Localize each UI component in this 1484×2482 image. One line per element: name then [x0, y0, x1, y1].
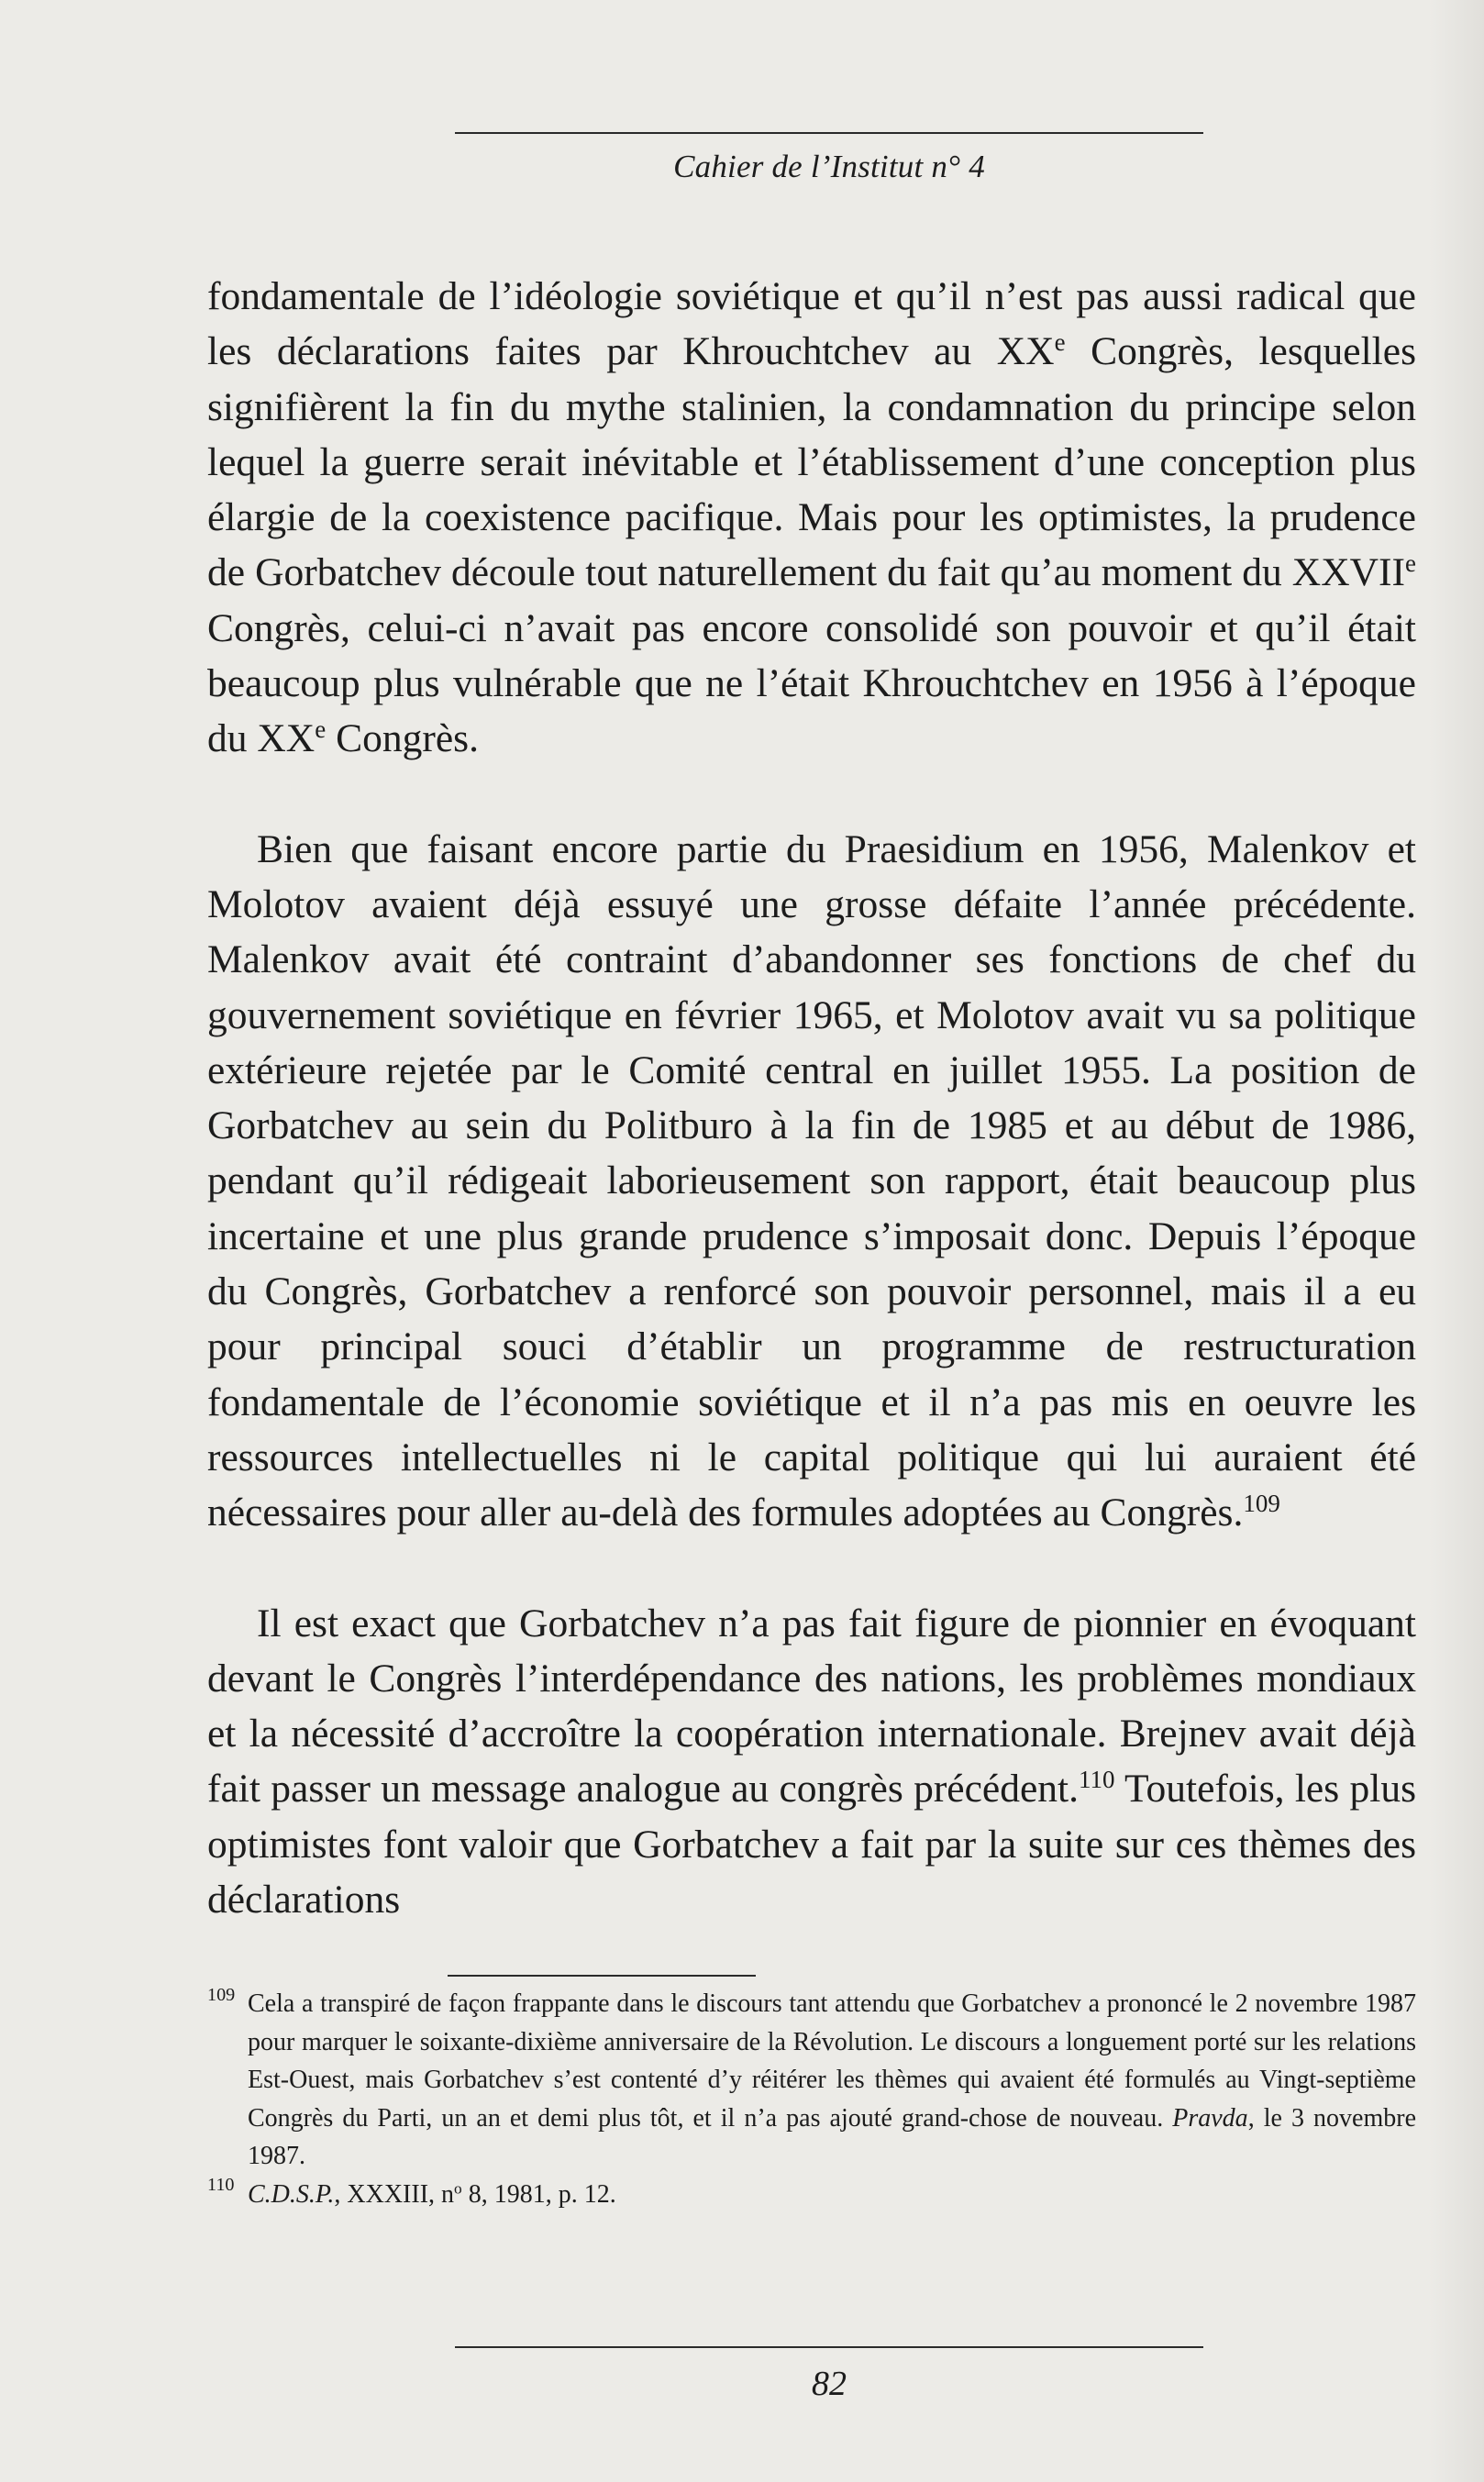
footnote-109 [207, 1985, 1416, 2176]
italic-run: Pravda [1172, 2103, 1248, 2133]
superscript: o [454, 2178, 462, 2197]
footnote-number: 109 [207, 1984, 236, 2005]
page-edge-shadow [1429, 0, 1484, 2482]
footnote-separator [448, 1975, 756, 1977]
superscript: e [1054, 328, 1066, 357]
text-run: , XXXIII, n [334, 2179, 455, 2209]
text-run: Bien que faisant encore partie du Praesidium en 1956, Malenkov et Molotov avaient déjà essuyé une grosse défaite l’année précédente. Malenkov avait été contraint d’abandonner ses fonctions de chef du gouvernement soviétique en février 1965, et Molotov avait vu sa politique extérieure rejetée par le Comité central en juillet 1955. La position de Gorbatchev au sein du Politburo à la fin de 1985 et au début de 1986, pendant qu’il rédigeait laborieusement son rapport, était beaucoup plus incertaine et une plus grande prudence s’imposait donc. Depuis l’époque du Congrès, Gorbatchev a renforcé son pouvoir personnel, mais il a eu pour principal souci d’établir un programme de restructuration fondamentale de l’économie soviétique et il n’a pas mis en oeuvre les ressources intellectuelles ni le capital politique qui lui auraient été nécessaires pour aller au-delà des formules adoptées au Congrès. [207, 826, 1416, 1535]
text-run: Congrès, lesquelles signifièrent la fin du mythe stalinien, la condamnation du principe selon lequel la guerre serait inévitable et l’établissement d’une conception plus élargie de la coexistence pacifique. Mais pour les optimistes, la prudence de Gorbatchev découle tout naturellement du fait qu’au moment du XXVII [207, 329, 1416, 595]
footer-rule [455, 2346, 1203, 2348]
footnotes [207, 1985, 1416, 2213]
footnote-reference-109: 109 [1243, 1490, 1280, 1518]
text-run: Congrès, celui-ci n’avait pas encore consolidé son pouvoir et qu’il était beaucoup plus vulnérable que ne l’était Khrouchtchev en 1956 à l’époque du XX [207, 605, 1416, 761]
text-run: 8, 1981, p. 12. [461, 2179, 616, 2209]
text-run: fondamentale de l’idéologie soviétique et qu’il n’est pas aussi radical que les déclarations faites par Khrouchtchev au XX [207, 274, 1416, 374]
superscript: e [315, 715, 327, 744]
header-rule [455, 132, 1203, 134]
running-title: Cahier de l’Institut n° 4 [673, 149, 985, 184]
italic-run: C.D.S.P. [248, 2179, 335, 2209]
paragraph-1 [207, 269, 1416, 767]
text-run: Il est exact que Gorbatchev n’a pas fait figure de pionnier en évoquant devant le Congrès l’interdépendance des nations, les problèmes mondiaux et la nécessité d’accroître la coopération internationale. Brejnev avait déjà fait passer un message analogue au congrès précédent. [207, 1601, 1416, 1812]
paragraph-3 [207, 1596, 1416, 1928]
text-run: Cela a transpiré de façon frappante dans le discours tant attendu que Gorbatchev a prononcé le 2 novembre 1987 pour marquer le soixante-dixième anniversaire de la Révolution. Le discours a longuement porté sur les relations Est-Ouest, mais Gorbatchev s’est contenté d’y réitérer les thèmes qui avaient été formulés au Vingt-septième Congrès du Parti, un an et demi plus tôt, et il n’a pas ajouté grand-chose de nouveau. [248, 1989, 1416, 2133]
superscript: e [1405, 549, 1416, 578]
text-run: Congrès. [326, 716, 479, 761]
paragraph-2 [207, 822, 1416, 1541]
footnote-reference-110: 110 [1079, 1766, 1115, 1794]
text-run: , le 3 novembre 1987. [248, 2103, 1416, 2170]
footnote-number: 110 [207, 2175, 235, 2196]
body-text [207, 269, 1416, 1927]
footnote-110 [207, 2176, 1416, 2214]
text-run: Toutefois, les plus optimistes font valoir que Gorbatchev a fait par la suite sur ces thèmes des déclarations [207, 1767, 1416, 1922]
page-number: 82 [812, 2365, 847, 2403]
